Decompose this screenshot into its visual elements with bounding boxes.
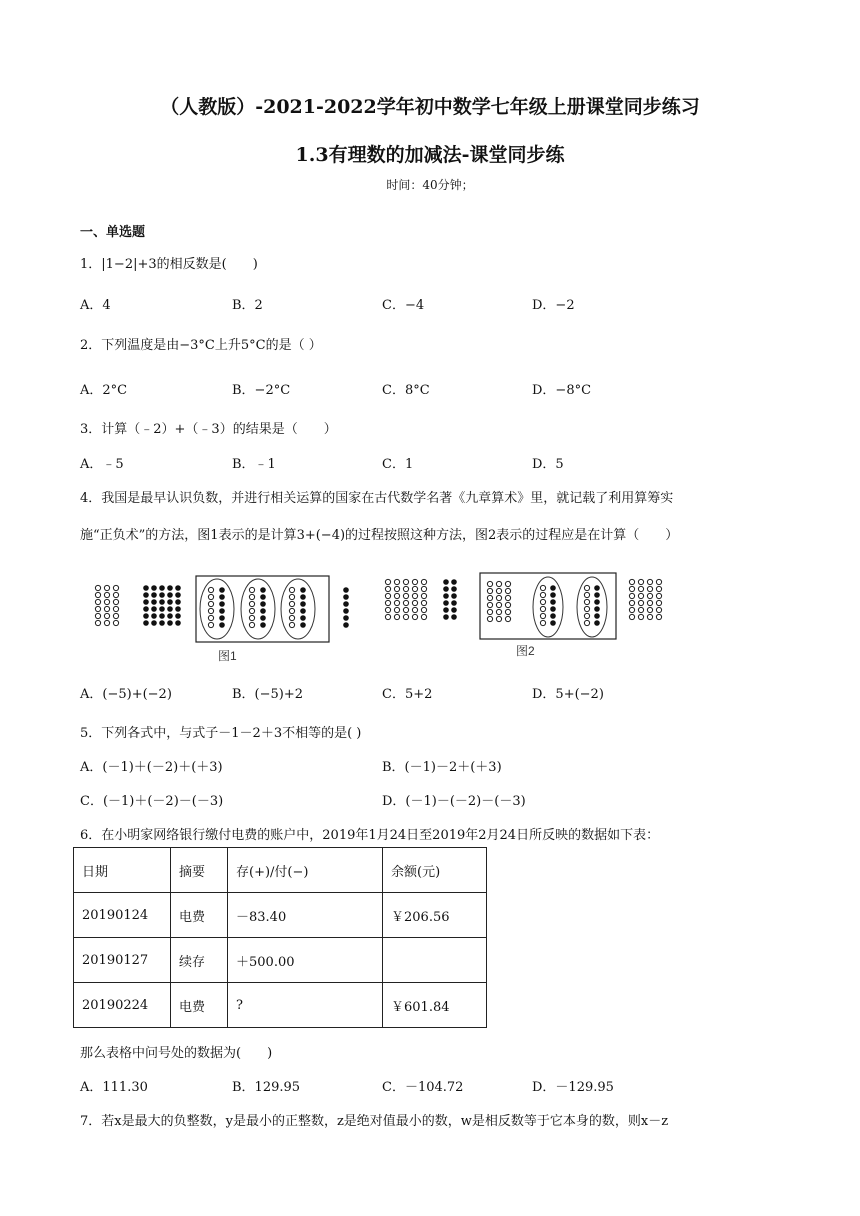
q2-option-d[interactable]: D．−8°C xyxy=(532,383,592,398)
table-row xyxy=(74,983,487,1028)
q4-option-d[interactable]: D．5+(−2) xyxy=(532,687,604,702)
bank-account-table xyxy=(73,847,487,1028)
table-cell: 20190124 xyxy=(74,893,171,938)
q6-option-a[interactable]: A．111.30 xyxy=(80,1080,148,1095)
figure-1-rods xyxy=(95,576,348,663)
q5-option-c[interactable]: C．(－1)＋(－2)－(－3) xyxy=(80,794,224,809)
question-5: 5．下列各式中，与式子－1－2＋3不相等的是( ) xyxy=(80,726,362,741)
q1-option-b[interactable]: B．2 xyxy=(232,298,263,313)
table-cell: ￥601.84 xyxy=(383,983,487,1028)
table-header-cell: 日期 xyxy=(74,848,171,893)
q5-option-d[interactable]: D．(－1)－(－2)－(－3) xyxy=(382,794,526,809)
table-header-cell: 余额(元) xyxy=(383,848,487,893)
table-cell: 续存 xyxy=(171,938,228,983)
table-row xyxy=(74,938,487,983)
section-heading: 一、单选题 xyxy=(80,225,146,240)
question-number: 1． xyxy=(80,257,102,272)
question-7: 7．若x是最大的负整数，y是最小的正整数，z是绝对值最小的数，w是相反数等于它本身的数，则x－z xyxy=(80,1114,669,1129)
q2-option-a[interactable]: A．2°C xyxy=(80,383,128,398)
q5-option-a[interactable]: A．(－1)＋(－2)＋(＋3) xyxy=(80,760,223,775)
table-cell: 电费 xyxy=(171,983,228,1028)
table-row xyxy=(74,893,487,938)
question-6: 6．在小明家网络银行缴付电费的账户中，2019年1月24日至2019年2月24日所反映的数据如下表： xyxy=(80,828,660,843)
table-header-row xyxy=(74,848,487,893)
title-line-1: （人教版）-2021-2022学年初中数学七年级上册课堂同步练习 xyxy=(160,96,700,118)
table-cell: 电费 xyxy=(171,893,228,938)
table-header-cell: 摘要 xyxy=(171,848,228,893)
q2-option-b[interactable]: B．−2°C xyxy=(232,383,291,398)
question-4-line-2: 施“正负术”的方法，图1表示的是计算3+(−4)的过程按照这种方法，图2表示的过程应是在计算（ ） xyxy=(80,528,679,543)
q1-option-d[interactable]: D．−2 xyxy=(532,298,575,313)
table-header-cell: 存(+)/付(−) xyxy=(228,848,383,893)
q3-option-a[interactable]: A．﹣5 xyxy=(80,457,124,472)
question-4-line-1: 4．我国是最早认识负数，并进行相关运算的国家在古代数学名著《九章算术》里，就记载了利用算筹实 xyxy=(80,491,674,506)
q4-option-b[interactable]: B．(−5)+2 xyxy=(232,687,304,702)
question-2: 2．下列温度是由−3°C上升5°C的是（ ） xyxy=(80,338,322,353)
figure-2-label: 图2 xyxy=(516,644,535,658)
table-cell: 20190127 xyxy=(74,938,171,983)
q1-option-c[interactable]: C．−4 xyxy=(382,298,425,313)
table-cell: ＋500.00 xyxy=(228,938,383,983)
title-line-2: 1.3有理数的加减法-课堂同步练 xyxy=(295,144,565,166)
q1-expression: |1−2|+3 xyxy=(101,257,157,272)
q2-option-c[interactable]: C．8°C xyxy=(382,383,430,398)
q5-option-b[interactable]: B．(－1)－2＋(＋3) xyxy=(382,760,502,775)
table-cell xyxy=(383,938,487,983)
q4-option-a[interactable]: A．(−5)+(−2) xyxy=(80,687,172,702)
q3-option-d[interactable]: D．5 xyxy=(532,457,564,472)
counting-rods-figure xyxy=(88,570,678,665)
q6-option-b[interactable]: B．129.95 xyxy=(232,1080,301,1095)
table-cell: 20190224 xyxy=(74,983,171,1028)
question-6-followup: 那么表格中问号处的数据为( ) xyxy=(80,1046,273,1061)
question-3: 3．计算（﹣2）+（﹣3）的结果是（ ） xyxy=(80,422,337,437)
figure-2-rods xyxy=(385,573,661,658)
q4-option-c[interactable]: C．5+2 xyxy=(382,687,433,702)
q6-option-d[interactable]: D．－129.95 xyxy=(532,1080,614,1095)
time-limit: 时间：40分钟； xyxy=(386,178,474,192)
q3-option-b[interactable]: B．﹣1 xyxy=(232,457,276,472)
q1-stem-tail: 的相反数是( ) xyxy=(156,257,258,272)
figure-1-label: 图1 xyxy=(218,649,237,663)
table-cell: －83.40 xyxy=(228,893,383,938)
q3-option-c[interactable]: C．1 xyxy=(382,457,414,472)
question-1 xyxy=(80,253,258,272)
table-cell: ? xyxy=(228,983,383,1028)
q6-option-c[interactable]: C．－104.72 xyxy=(382,1080,464,1095)
table-cell: ￥206.56 xyxy=(383,893,487,938)
q1-option-a[interactable]: A．4 xyxy=(80,298,111,313)
